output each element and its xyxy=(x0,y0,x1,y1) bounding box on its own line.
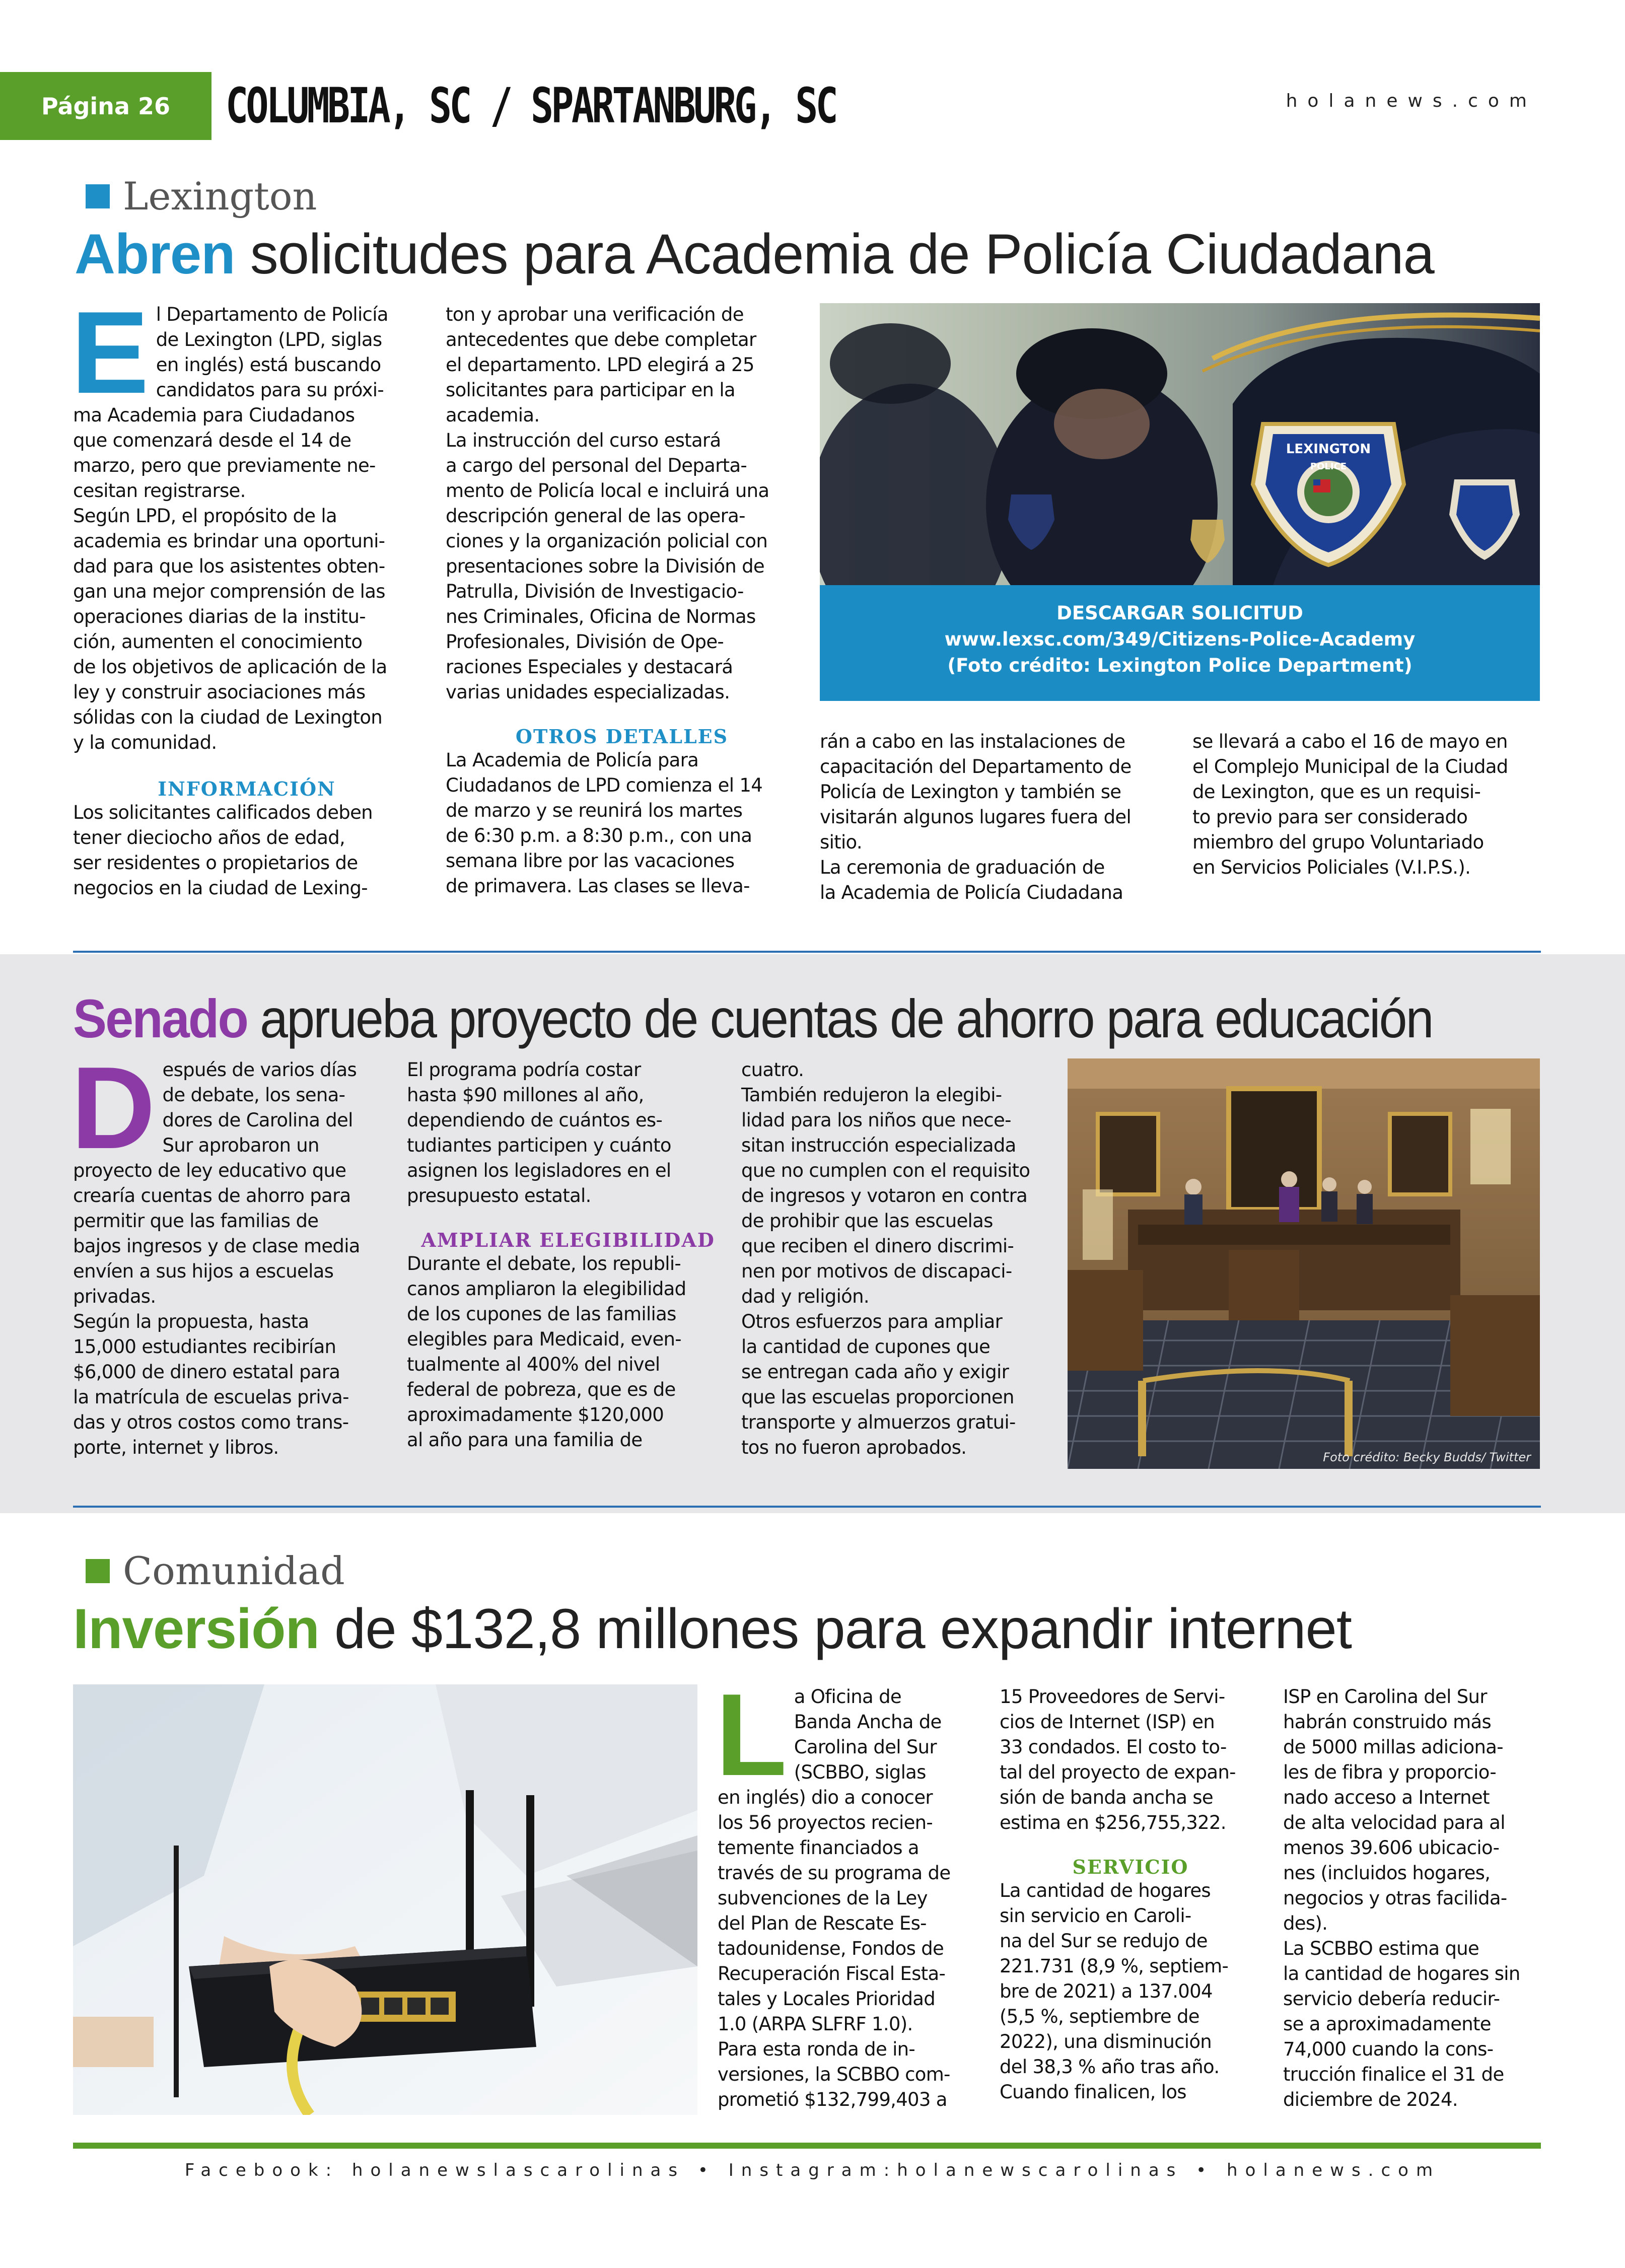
body-text: a Oficina de Banda Ancha de Carolina del Sur (SCBBO, siglas xyxy=(794,1686,942,1783)
section-label-text: Comunidad xyxy=(123,1548,345,1593)
section-label-comunidad xyxy=(86,1548,345,1593)
body-text: l Departamento de Policía de Lexington (LPD, siglas en inglés) está buscando candidatos para su próxi- xyxy=(156,304,388,401)
section-label-text: Lexington xyxy=(123,174,317,219)
senate-chamber-photo xyxy=(1068,1058,1540,1469)
body-text: proyecto de ley educativo que crearía cuentas de ahorro para permitir que las familias de bajos ingresos y de clase media envíen a sus hijos a escuelas privadas. Según la propuesta, hasta 15,000 estudiantes recibirían $6,000 de dinero estatal para la matrícula de escuelas priva- das y otros costos como trans- porte, internet y libros. xyxy=(73,1160,360,1458)
article1-column-1 xyxy=(71,288,420,901)
article2-column-2 xyxy=(407,1057,729,1453)
section-square-icon xyxy=(86,1559,110,1583)
body-text: en inglés) dio a conocer los 56 proyectos recien- temente financiados a través de su programa de subvenciones de la Ley del Plan de Rescate Es- tadounidense, Fondos de Recuperación Fiscal Esta- tales y Locales Prioridad 1.0 (ARPA SLFRF 1.0). Para esta ronda de in- versiones, la SCBBO com- prometió $132,799,403 a xyxy=(718,1787,951,2110)
divider-rule xyxy=(73,951,1541,953)
section-header-title: COLUMBIA, SC / SPARTANBURG, SC xyxy=(226,78,836,134)
article1-column-3: rán a cabo en las instalaciones de capacitación del Departamento de Policía de Lexington y también se visitarán algunos lugares fuera del sitio. La ceremonia de graduación de la Academia de Policía Ciudadana xyxy=(820,731,1132,903)
headline-bold: Inversión xyxy=(73,1597,319,1660)
page-number-label: Página 26 xyxy=(41,92,171,120)
caption-credit: (Foto crédito: Lexington Police Department) xyxy=(947,655,1412,676)
subheading: AMPLIAR ELEGIBILIDAD xyxy=(421,1229,715,1251)
headline-bold: Senado xyxy=(73,988,248,1049)
page-number-badge xyxy=(0,72,211,140)
photo-credit: Foto crédito: Becky Budds/ Twitter xyxy=(1323,1450,1531,1464)
article2-column-1 xyxy=(71,1043,395,1460)
body-text: espués de varios días de debate, los sena- dores de Carolina del Sur aprobaron un xyxy=(162,1059,357,1156)
article3-column-2 xyxy=(1000,1684,1261,2105)
body-text: El programa podría costar hasta $90 millones al año, dependiendo de cuántos es- tudiantes participen y cuánto asignen los legisladores en el presupuesto estatal. xyxy=(407,1059,671,1207)
photo-caption-box xyxy=(820,585,1540,701)
body-text: Durante el debate, los republi- canos ampliaron la elegibilidad de los cupones de las familias elegibles para Medicaid, even- tualmente al 400% del nivel federal de pobreza, que es de aproximadamente $120,000 al año para una familia de xyxy=(407,1253,686,1451)
body-text: Los solicitantes calificados deben tener dieciocho años de edad, ser residentes o propietarios de negocios en la ciudad de Lexing- xyxy=(73,802,373,899)
divider-rule xyxy=(73,1506,1541,1508)
section-square-icon xyxy=(86,184,110,208)
caption-title: DESCARGAR SOLICITUD xyxy=(1056,602,1303,624)
body-text: La cantidad de hogares sin servicio en Caroli- na del Sur se redujo de 221.731 (8,9 %, septiem- bre de 2021) a 137.004 (5,5 %, septiembre de 2022), una disminución del 38,3 % año tras año. Cuando finalicen, los xyxy=(1000,1880,1229,2103)
headline-bold: Abren xyxy=(75,223,235,286)
body-text: 15 Proveedores de Servi- cios de Internet (ISP) en 33 condados. El costo to- tal del proyecto de expan- sión de banda ancha se estima en $256,755,322. xyxy=(1000,1686,1236,1833)
drop-cap: L xyxy=(716,1670,787,1800)
drop-cap: D xyxy=(71,1043,156,1173)
article1-headline xyxy=(75,222,1434,287)
article1-column-2 xyxy=(446,302,798,899)
body-text: La Academia de Policía para Ciudadanos de LPD comienza el 14 de marzo y se reunirá los martes de 6:30 p.m. a 8:30 p.m., con una semana libre por las vacaciones de primavera. Las clases se lleva- xyxy=(446,749,763,897)
patch-text: LEXINGTON xyxy=(1286,442,1371,457)
article3-headline xyxy=(73,1596,1352,1661)
subheading: SERVICIO xyxy=(1072,1856,1189,1878)
body-text: ton y aprobar una verificación de antecedentes que debe completar el departamento. LPD elegirá a 25 solicitantes para participar en la academia. La instrucción del curso estará a cargo del personal del Departa- mento de Policía local e incluirá una descripción general de las opera- ciones y la organización policial con presentaciones sobre la División de Patrulla, División de Investigacio- nes Criminales, Oficina de Normas Profesionales, División de Ope- raciones Especiales y destacará varias unidades especializadas. xyxy=(446,304,769,703)
drop-cap: E xyxy=(71,288,149,418)
caption-link[interactable]: www.lexsc.com/349/Citizens-Police-Academy xyxy=(944,628,1416,650)
article3-column-3: ISP en Carolina del Sur habrán construido más de 5000 millas adiciona- les de fibra y proporcio- nado acceso a Internet de alta velocidad para al menos 39.606 ubicacio- nes (incluidos hogares, negocios y otras facilida- des). La SCBBO estima que la cantidad de hogares sin servicio debería reducir- se a aproximadamente 74,000 cuando la cons- trucción finalice el 31 de diciembre de 2024. xyxy=(1283,1686,1520,2110)
router-photo xyxy=(73,1684,697,2115)
section-label-lexington xyxy=(86,174,317,219)
footer-rule xyxy=(73,2143,1541,2149)
article2-column-3: cuatro. También redujeron la elegibi- lidad para los niños que nece- sitan instrucción especializada que no cumplen con el requisito de ingresos y votaron en contra de prohibir que las escuelas que reciben el dinero discrimi- nen por motivos de discapaci- dad y religión. Otros esfuerzos para ampliar la cantidad de cupones que se entregan cada año y exigir que las escuelas proporcionen transporte y almuerzos gratui- tos no fueron aprobados. xyxy=(741,1059,1030,1458)
article3-column-1 xyxy=(716,1670,979,2112)
footer-social: Facebook: holanewslascarolinas • Instagram:holanewscarolinas • holanews.com xyxy=(184,2160,1441,2180)
subheading: INFORMACIÓN xyxy=(158,777,336,800)
police-photo xyxy=(820,303,1540,585)
patch-subtext: POLICE xyxy=(1310,461,1347,472)
subheading: OTROS DETALLES xyxy=(515,725,729,748)
header-site[interactable]: holanews.com xyxy=(1286,91,1537,111)
article1-column-4: se llevará a cabo el 16 de mayo en el Complejo Municipal de la Ciudad de Lexington, que es un requisi- to previo para ser considerado miembro del grupo Voluntariado en Servicios Policiales (V.I.P.S.). xyxy=(1192,731,1508,878)
headline-rest: solicitudes para Academia de Policía Ciudadana xyxy=(235,223,1434,286)
headline-rest: de $132,8 millones para expandir internet xyxy=(319,1597,1352,1660)
article2-headline xyxy=(73,987,1433,1050)
headline-rest: aprueba proyecto de cuentas de ahorro para educación xyxy=(247,988,1433,1049)
body-text: ma Academia para Ciudadanos que comenzará desde el 14 de marzo, pero que previamente ne- cesitan registrarse. Según LPD, el propósito de la academia es brindar una oportuni- dad para que los asistentes obten- gan una mejor comprensión de las operaciones diarias de la institu- ción, aumenten el conocimiento de los objetivos de aplicación de la ley y construir asociaciones más sólidas con la ciudad de Lexington y la comunidad. xyxy=(73,404,387,753)
